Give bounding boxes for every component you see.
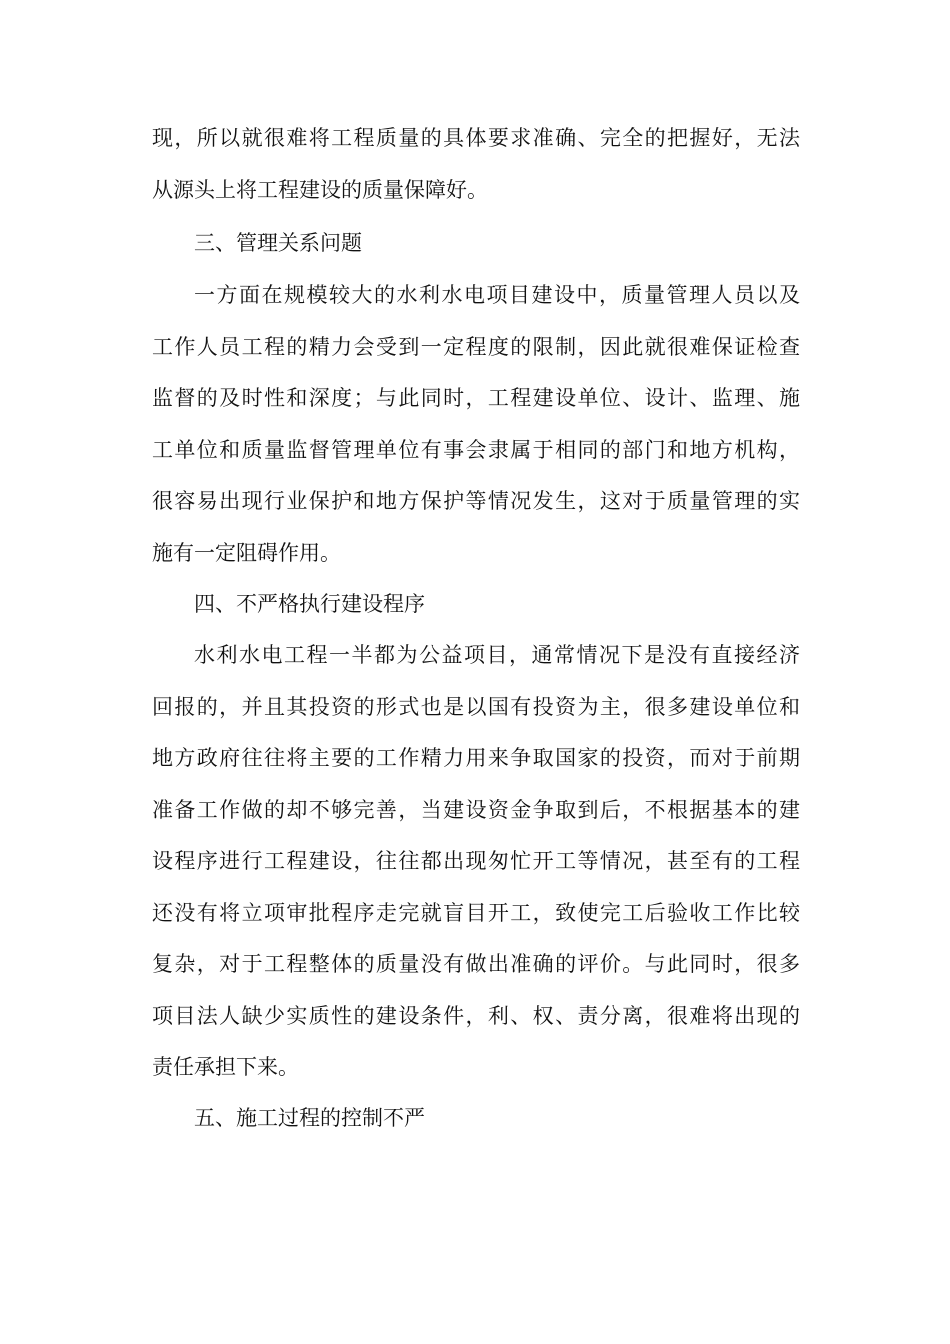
section-heading: 五、施工过程的控制不严: [194, 1106, 425, 1130]
text-line: 水利水电工程一半都为公益项目，通常情况下是没有直接经济: [194, 643, 800, 667]
text-line: 监督的及时性和深度；与此同时，工程建设单位、设计、监理、施: [152, 386, 800, 410]
text-line: 从源头上将工程建设的质量保障好。: [152, 178, 488, 202]
text-line: 回报的，并且其投资的形式也是以国有投资为主，很多建设单位和: [152, 695, 800, 719]
section-heading: 四、不严格执行建设程序: [194, 592, 425, 616]
text-line: 设程序进行工程建设，往往都出现匆忙开工等情况，甚至有的工程: [152, 849, 800, 873]
text-line: 项目法人缺少实质性的建设条件，利、权、责分离，很难将出现的: [152, 1004, 800, 1028]
text-line: 工作人员工程的精力会受到一定程度的限制，因此就很难保证检查: [152, 335, 800, 359]
section-heading: 三、管理关系问题: [194, 231, 362, 255]
text-line: 施有一定阻碍作用。: [152, 541, 341, 565]
text-line: 责任承担下来。: [152, 1055, 299, 1079]
text-line: 一方面在规模较大的水利水电项目建设中，质量管理人员以及: [194, 283, 800, 307]
text-line: 还没有将立项审批程序走完就盲目开工，致使完工后验收工作比较: [152, 901, 800, 925]
text-line: 复杂，对于工程整体的质量没有做出准确的评价。与此同时，很多: [152, 952, 800, 976]
text-line: 准备工作做的却不够完善，当建设资金争取到后，不根据基本的建: [152, 798, 800, 822]
text-line: 很容易出现行业保护和地方保护等情况发生，这对于质量管理的实: [152, 489, 800, 513]
text-line: 工单位和质量监督管理单位有事会隶属于相同的部门和地方机构，: [152, 438, 800, 462]
text-line: 地方政府往往将主要的工作精力用来争取国家的投资，而对于前期: [152, 746, 800, 770]
text-line: 现，所以就很难将工程质量的具体要求准确、完全的把握好，无法: [152, 126, 800, 150]
